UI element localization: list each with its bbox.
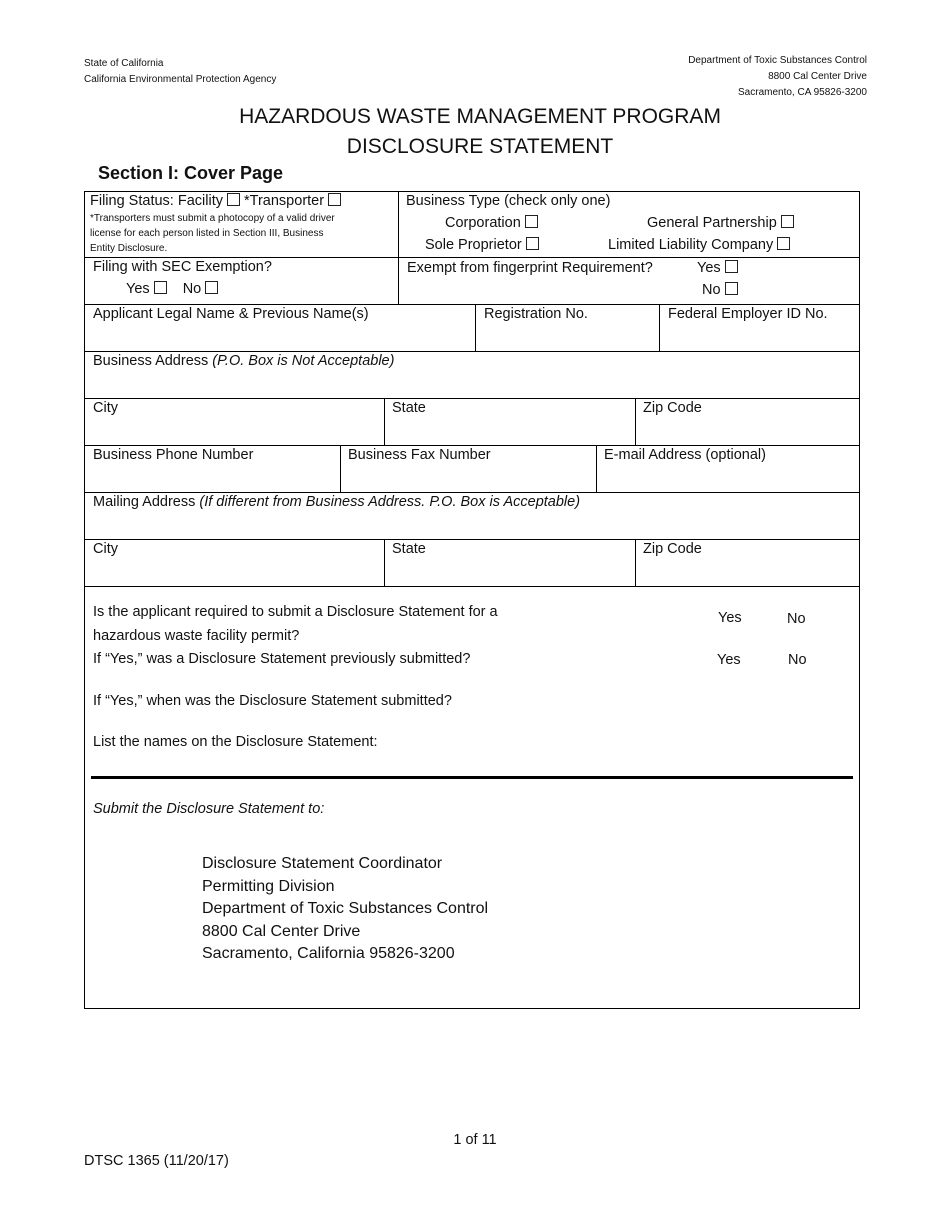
sec-yes-label: Yes bbox=[126, 281, 150, 297]
sec-exemption-cell bbox=[85, 257, 399, 304]
question-facility-permit bbox=[93, 600, 498, 648]
fingerprint-yes-label: Yes bbox=[697, 260, 721, 276]
q1-yes-option[interactable]: Yes bbox=[718, 610, 742, 626]
submit-instructions: Submit the Disclosure Statement to: bbox=[93, 801, 325, 817]
transporter-note: *Transporters must submit a photocopy of a valid driver license for each person listed in Section III, Business Entity Disclosure. bbox=[90, 213, 335, 254]
state-name: State of California bbox=[84, 58, 164, 69]
filing-status-label: Filing Status: bbox=[90, 193, 174, 209]
form-code: DTSC 1365 (11/20/17) bbox=[84, 1153, 229, 1169]
general-partnership-checkbox[interactable] bbox=[781, 215, 794, 228]
city-label: City bbox=[93, 400, 118, 416]
filing-status-cell bbox=[85, 192, 399, 257]
address-line-coordinator: Disclosure Statement Coordinator bbox=[202, 855, 443, 872]
mailing-city-label: City bbox=[93, 541, 118, 557]
row-contact bbox=[85, 445, 859, 493]
mailing-address-note: (If different from Business Address. P.O. Box is Acceptable) bbox=[199, 494, 581, 510]
row-business-city bbox=[85, 398, 859, 446]
document-subtitle: DISCLOSURE STATEMENT bbox=[346, 135, 614, 158]
header-agency bbox=[84, 56, 276, 88]
question-1-line-1: Is the applicant required to submit a Disclosure Statement for a bbox=[93, 604, 498, 620]
fax-field[interactable] bbox=[341, 445, 597, 492]
question-1-line-2: hazardous waste facility permit? bbox=[93, 628, 300, 644]
business-type-label: Business Type (check only one) bbox=[406, 193, 611, 209]
fax-label: Business Fax Number bbox=[348, 447, 491, 463]
submission-address bbox=[202, 853, 488, 966]
transporter-checkbox[interactable] bbox=[328, 193, 341, 206]
mailing-city-field[interactable] bbox=[85, 539, 385, 586]
sec-no-label: No bbox=[182, 281, 202, 297]
fingerprint-yes-checkbox[interactable] bbox=[725, 260, 738, 273]
email-label: E-mail Address (optional) bbox=[604, 447, 766, 463]
legal-name-label: Applicant Legal Name & Previous Name(s) bbox=[93, 306, 369, 322]
sole-proprietor-checkbox[interactable] bbox=[526, 237, 539, 250]
page-number: 1 of 11 bbox=[453, 1132, 497, 1148]
sole-proprietor-label: Sole Proprietor bbox=[425, 237, 522, 253]
document-title: HAZARDOUS WASTE MANAGEMENT PROGRAM bbox=[239, 105, 721, 128]
business-address-note: (P.O. Box is Not Acceptable) bbox=[212, 353, 395, 369]
q1-no-option[interactable]: No bbox=[787, 611, 806, 627]
question-list-names: List the names on the Disclosure Statement: bbox=[93, 734, 378, 750]
llc-label: Limited Liability Company bbox=[608, 237, 774, 253]
sec-exemption-label: Filing with SEC Exemption? bbox=[93, 259, 272, 275]
zip-label: Zip Code bbox=[643, 400, 702, 416]
section-divider bbox=[91, 776, 853, 779]
registration-field[interactable] bbox=[476, 304, 660, 351]
fein-field[interactable] bbox=[660, 304, 859, 351]
city-field[interactable] bbox=[85, 398, 385, 445]
address-line-city: Sacramento, California 95826-3200 bbox=[202, 945, 455, 962]
zip-field[interactable] bbox=[636, 398, 859, 445]
row-applicant bbox=[85, 304, 859, 352]
row-filing-business-type bbox=[85, 192, 859, 258]
sec-yes-checkbox[interactable] bbox=[154, 281, 167, 294]
address-line-division: Permitting Division bbox=[202, 877, 335, 895]
mailing-zip-field[interactable] bbox=[636, 539, 859, 586]
row-mailing-city bbox=[85, 539, 859, 587]
section-title: Section I: Cover Page bbox=[98, 163, 284, 183]
business-address-field[interactable] bbox=[85, 351, 859, 399]
question-previously-submitted: If “Yes,” was a Disclosure Statement previously submitted? bbox=[93, 651, 471, 667]
business-type-cell bbox=[399, 192, 859, 257]
llc-checkbox[interactable] bbox=[777, 237, 790, 250]
department-city: Sacramento, CA 95826-3200 bbox=[738, 87, 867, 98]
phone-label: Business Phone Number bbox=[93, 447, 254, 463]
agency-name: California Environmental Protection Agency bbox=[84, 74, 277, 85]
state-label: State bbox=[392, 400, 426, 416]
mailing-zip-label: Zip Code bbox=[643, 541, 702, 557]
fein-label: Federal Employer ID No. bbox=[668, 306, 828, 322]
facility-label: Facility bbox=[177, 193, 223, 209]
fingerprint-no-label: No bbox=[702, 282, 721, 298]
fingerprint-label: Exempt from fingerprint Requirement? bbox=[407, 260, 653, 276]
header-department bbox=[688, 53, 867, 101]
general-partnership-label: General Partnership bbox=[647, 215, 777, 231]
mailing-address-label: Mailing Address bbox=[93, 494, 196, 510]
fingerprint-no-checkbox[interactable] bbox=[725, 282, 738, 295]
question-when-submitted: If “Yes,” when was the Disclosure Statement submitted? bbox=[93, 693, 452, 709]
department-name: Department of Toxic Substances Control bbox=[688, 55, 867, 66]
department-street: 8800 Cal Center Drive bbox=[768, 71, 867, 82]
state-field[interactable] bbox=[385, 398, 636, 445]
sec-no-checkbox[interactable] bbox=[205, 281, 218, 294]
fingerprint-cell bbox=[399, 257, 859, 304]
business-address-label: Business Address bbox=[93, 353, 209, 369]
mailing-state-label: State bbox=[392, 541, 426, 557]
q2-no-option[interactable]: No bbox=[788, 652, 807, 668]
address-line-street: 8800 Cal Center Drive bbox=[202, 922, 361, 940]
cover-page-form bbox=[84, 191, 860, 1009]
mailing-address-field[interactable] bbox=[85, 492, 859, 540]
address-line-department: Department of Toxic Substances Control bbox=[202, 900, 489, 917]
q2-yes-option[interactable]: Yes bbox=[717, 652, 741, 668]
registration-label: Registration No. bbox=[484, 306, 588, 322]
mailing-state-field[interactable] bbox=[385, 539, 636, 586]
phone-field[interactable] bbox=[85, 445, 341, 492]
corporation-label: Corporation bbox=[445, 215, 521, 231]
transporter-label: *Transporter bbox=[244, 193, 325, 209]
facility-checkbox[interactable] bbox=[227, 193, 240, 206]
email-field[interactable] bbox=[597, 445, 859, 492]
corporation-checkbox[interactable] bbox=[525, 215, 538, 228]
legal-name-field[interactable] bbox=[85, 304, 476, 351]
row-exemptions bbox=[85, 257, 859, 305]
